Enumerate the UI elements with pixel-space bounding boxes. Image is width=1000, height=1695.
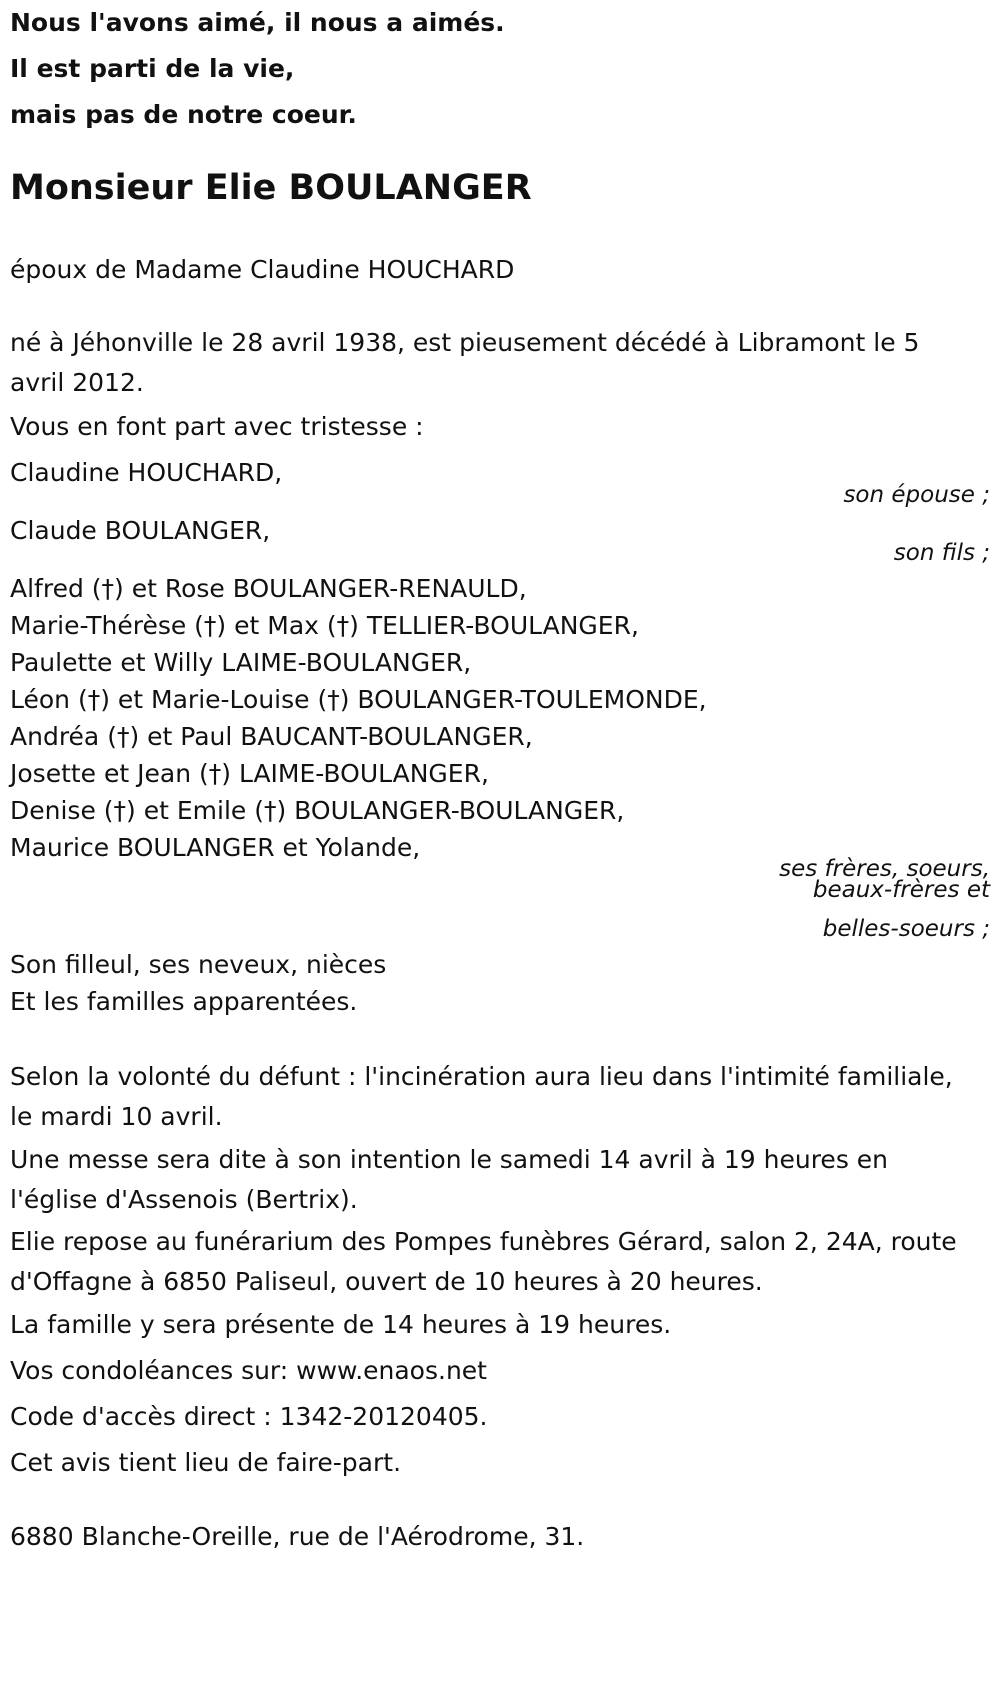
notice-text: Cet avis tient lieu de faire-part. [10,1448,402,1477]
condolences-text: Vos condoléances sur: www.enaos.net [10,1356,487,1385]
sibling-line: Alfred (†) et Rose BOULANGER-RENAULD, [10,574,527,603]
siblings-role-line-1: ses frères, soeurs, [779,856,990,882]
birth-death-text: né à Jéhonville le 28 avril 1938, est pieusement décédé à Libramont le 5 avril 2012. [10,328,920,397]
access-code-text: Code d'accès direct : 1342-20120405. [10,1402,488,1431]
deceased-name: Monsieur Elie BOULANGER [10,168,532,208]
spouse-line: époux de Madame Claudine HOUCHARD [10,255,515,284]
sibling-line: Andréa (†) et Paul BAUCANT-BOULANGER, [10,722,533,751]
mass-text: Une messe sera dite à son intention le samedi 14 avril à 19 heures en l'église d'Assenois (Bertrix). [10,1145,889,1214]
cremation-text: Selon la volonté du défunt : l'incinération aura lieu dans l'intimité familiale, le mardi 10 avril. [10,1062,953,1131]
sibling-line: Josette et Jean (†) LAIME-BOULANGER, [10,759,489,788]
sibling-line: Paulette et Willy LAIME-BOULANGER, [10,648,472,677]
others-line-2: Et les familles apparentées. [10,987,358,1016]
siblings-role-line-2: beaux-frères et [812,877,990,903]
son-name: Claude BOULANGER, [10,516,271,545]
siblings-role-line-3: belles-soeurs ; [822,916,990,942]
others-line-1: Son filleul, ses neveux, nièces [10,950,387,979]
epitaph-line-1: Nous l'avons aimé, il nous a aimés. [10,8,505,37]
sibling-line: Maurice BOULANGER et Yolande, [10,833,421,862]
spouse-name: Claudine HOUCHARD, [10,458,283,487]
sibling-line: Léon (†) et Marie-Louise (†) BOULANGER-TOULEMONDE, [10,685,707,714]
obituary-notice [10,0,990,1695]
epitaph-line-3: mais pas de notre coeur. [10,100,357,129]
sibling-line: Marie-Thérèse (†) et Max (†) TELLIER-BOULANGER, [10,611,639,640]
repose-text: Elie repose au funérarium des Pompes funèbres Gérard, salon 2, 24A, route d'Offagne à 6850 Paliseul, ouvert de 10 heures à 20 heures. [10,1227,957,1296]
son-role: son fils ; [893,540,990,566]
family-presence-text: La famille y sera présente de 14 heures à 19 heures. [10,1310,672,1339]
announcement-text: Vous en font part avec tristesse : [10,412,424,441]
spouse-role: son épouse ; [843,482,990,508]
address-text: 6880 Blanche-Oreille, rue de l'Aérodrome, 31. [10,1522,585,1551]
epitaph-line-2: Il est parti de la vie, [10,54,295,83]
sibling-line: Denise (†) et Emile (†) BOULANGER-BOULANGER, [10,796,625,825]
